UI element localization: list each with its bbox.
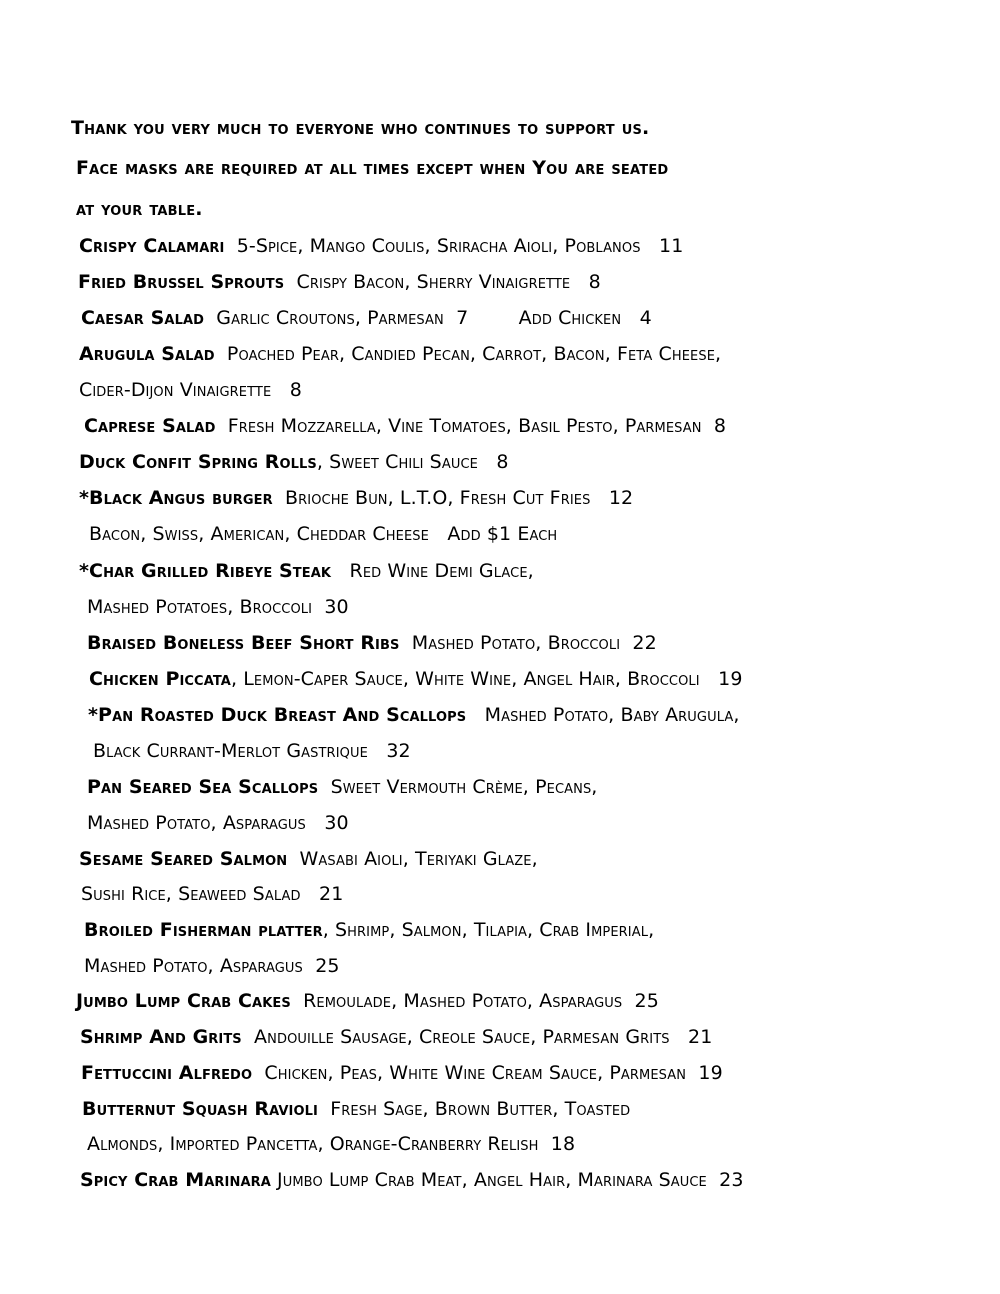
item-description: Crispy Bacon, Sherry Vinaigrette <box>296 271 571 293</box>
item-name: Sesame Seared Salmon <box>79 848 288 870</box>
item-addon: Add $1 Each <box>447 523 558 545</box>
menu-item-caesar-salad <box>81 307 652 329</box>
item-description: Red Wine Demi Glace, <box>349 560 534 582</box>
item-name: Char Grilled Ribeye Steak <box>89 560 332 582</box>
menu-item-chicken-piccata <box>89 668 743 690</box>
item-price: 21 <box>319 883 344 905</box>
item-price: 11 <box>659 235 684 257</box>
menu-item-crispy-calamari <box>79 235 683 257</box>
item-price: 8 <box>496 451 509 473</box>
addon-label: Add Chicken <box>518 307 622 329</box>
item-name: Spicy Crab Marinara <box>80 1169 271 1191</box>
item-price: 25 <box>634 990 659 1012</box>
menu-item-pan-roasted-duck-breast-continued <box>93 740 411 762</box>
item-description-continued: Mashed Potatoes, Broccoli <box>87 596 313 618</box>
menu-item-jumbo-lump-crab-cakes <box>76 990 659 1012</box>
item-description: Poached Pear, Candied Pecan, Carrot, Bacon, Feta Cheese, <box>226 343 722 365</box>
menu-item-pan-seared-sea-scallops-continued <box>87 812 349 834</box>
item-description: Garlic Croutons, Parmesan <box>216 307 444 329</box>
item-name: Shrimp And Grits <box>80 1026 242 1048</box>
item-description-continued: Sushi Rice, Seaweed Salad <box>81 883 301 905</box>
menu-item-char-grilled-ribeye-steak-continued <box>87 596 349 618</box>
item-name: Broiled Fisherman platter <box>84 919 323 941</box>
item-name: Black Angus burger <box>89 487 273 509</box>
item-description-continued: Black Currant-Merlot Gastrique <box>93 740 368 762</box>
menu-item-sesame-seared-salmon <box>79 848 538 870</box>
item-price: 23 <box>719 1169 744 1191</box>
item-name: Duck Confit Spring Rolls <box>79 451 317 473</box>
item-price: 30 <box>324 812 349 834</box>
item-price: 8 <box>713 415 727 437</box>
item-description-continued: Bacon, Swiss, American, Cheddar Cheese <box>89 523 429 545</box>
menu-item-char-grilled-ribeye-steak <box>79 560 534 582</box>
item-description-continued: Mashed Potato, Asparagus <box>87 812 306 834</box>
item-price: 32 <box>386 740 411 762</box>
menu-item-spicy-crab-marinara <box>80 1169 744 1191</box>
item-description: Chicken, Peas, White Wine Cream Sauce, Parmesan <box>264 1062 687 1084</box>
item-description: , Sweet Chili Sauce <box>316 451 478 473</box>
item-price: 12 <box>608 487 634 509</box>
item-description: Fresh Mozzarella, Vine Tomatoes, Basil Pesto, Parmesan <box>227 415 702 437</box>
menu-item-pan-seared-sea-scallops <box>87 776 597 798</box>
menu-item-sesame-seared-salmon-continued <box>81 883 343 905</box>
item-price: 19 <box>698 1062 723 1084</box>
menu-item-arugula-salad-continued <box>79 379 302 401</box>
item-name: Arugula Salad <box>79 343 215 365</box>
item-description: Wasabi Aioli, Teriyaki Glaze, <box>299 848 538 870</box>
item-price: 8 <box>588 271 601 293</box>
menu-item-butternut-squash-ravioli <box>82 1098 630 1120</box>
item-price: 25 <box>315 955 340 977</box>
item-price: 21 <box>688 1026 713 1048</box>
item-name: Fried Brussel Sprouts <box>78 271 285 293</box>
item-description: Fresh Sage, Brown Butter, Toasted <box>330 1098 631 1120</box>
item-name: Braised Boneless Beef Short Ribs <box>87 632 400 654</box>
item-description: Brioche Bun, L.T.O, Fresh Cut Fries <box>285 487 591 509</box>
item-prefix: * <box>88 704 99 726</box>
item-description: Jumbo Lump Crab Meat, Angel Hair, Marinara Sauce <box>277 1169 707 1191</box>
item-prefix: * <box>79 560 90 582</box>
item-name: Jumbo Lump Crab Cakes <box>76 990 291 1012</box>
item-name: Pan Roasted Duck Breast And Scallops <box>98 704 467 726</box>
item-name: Pan Seared Sea Scallops <box>87 776 319 798</box>
item-description: 5-Spice, Mango Coulis, Sriracha Aioli, Poblanos <box>236 235 641 257</box>
menu-item-duck-confit-spring-rolls <box>79 451 509 473</box>
item-name: Crispy Calamari <box>79 235 225 257</box>
menu-item-black-angus-burger <box>79 487 633 509</box>
notice-line-1: Thank you very much to everyone who continues to support us. <box>71 117 650 139</box>
item-price: 18 <box>550 1133 576 1155</box>
menu-item-black-angus-burger-continued <box>89 523 557 545</box>
item-price: 22 <box>632 632 657 654</box>
item-description-continued: Mashed Potato, Asparagus <box>84 955 303 977</box>
item-price: 7 <box>456 307 469 329</box>
item-description: , Lemon-Caper Sauce, White Wine, Angel Hair, Broccoli <box>230 668 700 690</box>
menu-item-broiled-fisherman-platter-continued <box>84 955 340 977</box>
menu-item-butternut-squash-ravioli-continued <box>87 1133 575 1155</box>
item-name: Caprese Salad <box>84 415 216 437</box>
item-description: Sweet Vermouth Crème, Pecans, <box>330 776 598 798</box>
item-description: Andouille Sausage, Creole Sauce, Parmesan Grits <box>254 1026 670 1048</box>
menu-item-broiled-fisherman-platter <box>84 919 654 941</box>
menu-item-braised-beef-short-ribs <box>87 632 657 654</box>
item-name: Caesar Salad <box>81 307 205 329</box>
menu-item-caprese-salad <box>84 415 726 437</box>
item-description: Mashed Potato, Baby Arugula, <box>484 704 740 726</box>
item-name: Butternut Squash Ravioli <box>82 1098 318 1120</box>
item-name: Chicken Piccata <box>89 668 231 690</box>
item-price: 30 <box>324 596 349 618</box>
item-description: Mashed Potato, Broccoli <box>411 632 621 654</box>
item-description: , Shrimp, Salmon, Tilapia, Crab Imperial, <box>322 919 655 941</box>
menu-item-fettuccini-alfredo <box>81 1062 723 1084</box>
notice-line-2: Face masks are required at all times except when You are seated <box>76 157 669 179</box>
item-prefix: * <box>79 487 90 509</box>
menu-item-pan-roasted-duck-breast <box>88 704 739 726</box>
menu-item-arugula-salad <box>79 343 721 365</box>
item-description: Remoulade, Mashed Potato, Asparagus <box>303 990 623 1012</box>
menu-item-fried-brussel-sprouts <box>78 271 601 293</box>
item-name: Fettuccini Alfredo <box>81 1062 253 1084</box>
item-description-continued: Almonds, Imported Pancetta, Orange-Cranberry Relish <box>87 1133 539 1155</box>
item-description-continued: Cider-Dijon Vinaigrette <box>79 379 272 401</box>
item-price: 19 <box>718 668 743 690</box>
notice-line-3: at your table. <box>76 198 203 220</box>
addon-price: 4 <box>639 307 652 329</box>
menu-item-shrimp-and-grits <box>80 1026 712 1048</box>
item-price: 8 <box>289 379 302 401</box>
